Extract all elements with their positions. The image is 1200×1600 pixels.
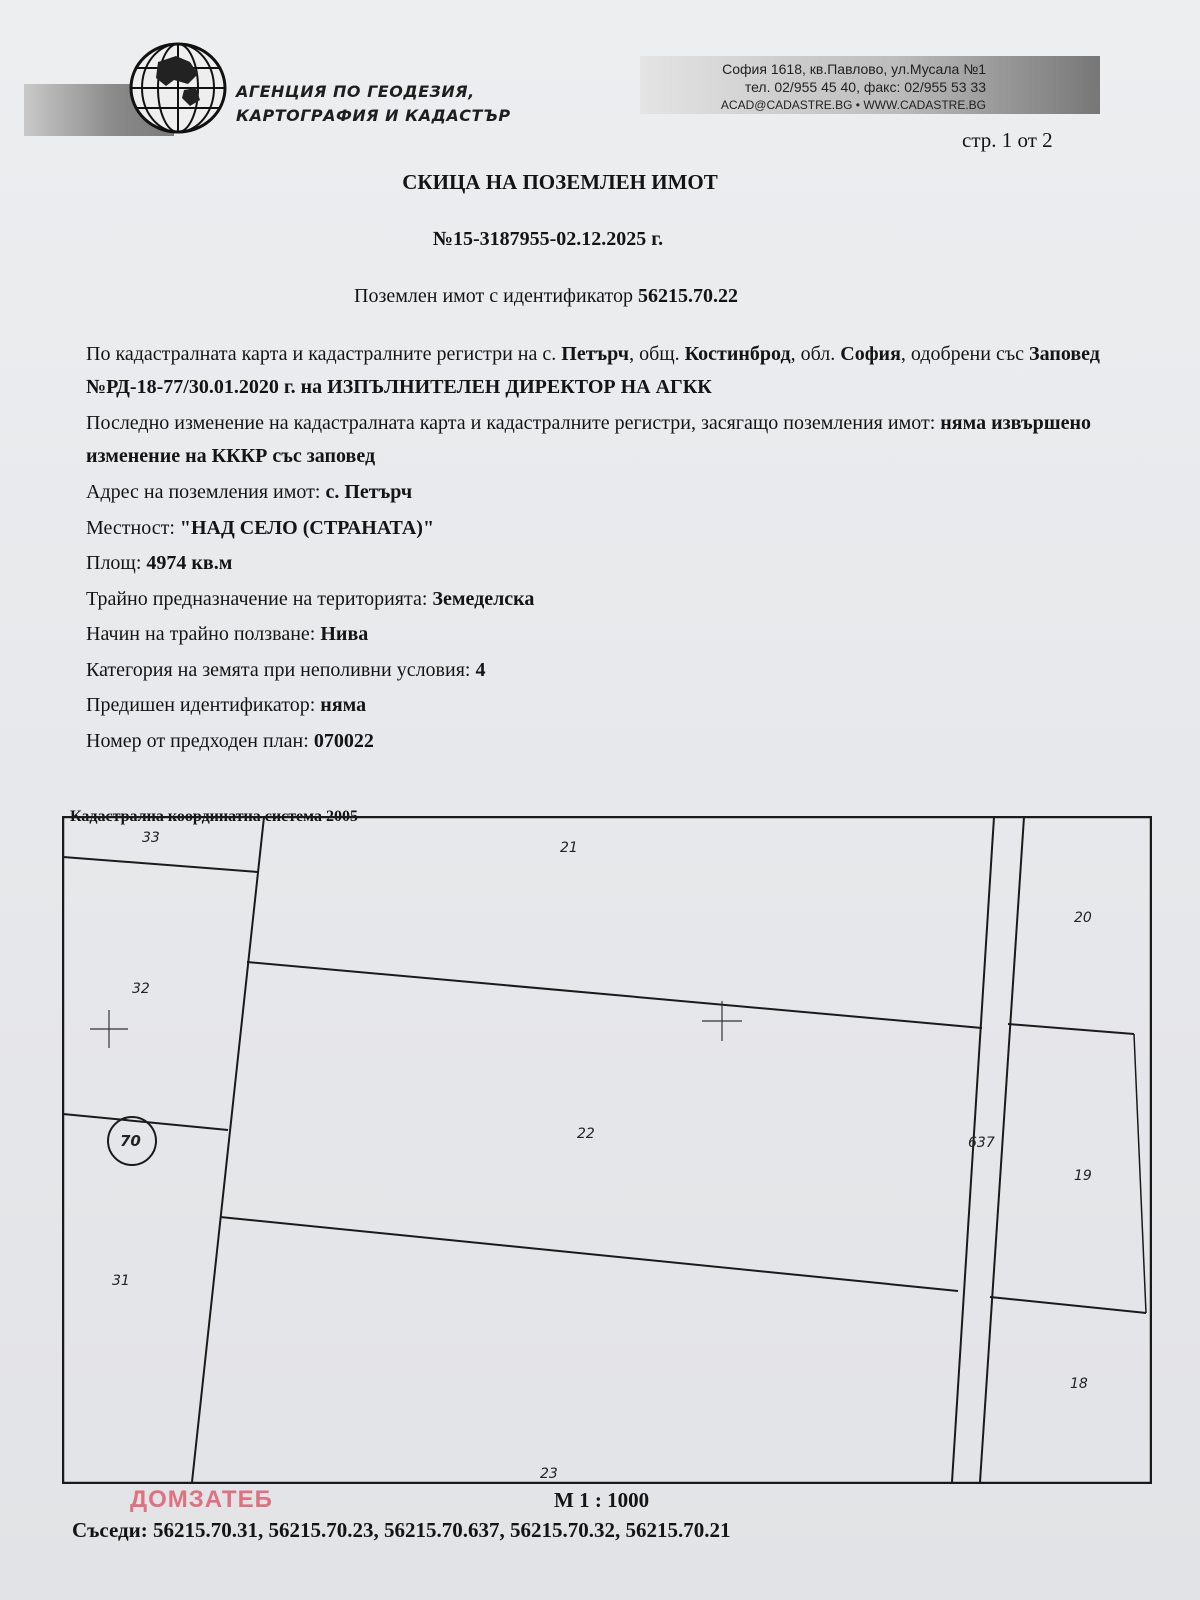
block-label-70: 70 [120, 1132, 141, 1150]
document-title-text: СКИЦА НА ПОЗЕМЛЕН ИМОТ [402, 170, 718, 194]
field-purpose [86, 582, 1106, 618]
last-change-value: няма извършено изменение на КККР със заповед [86, 412, 1092, 467]
intro-text-4: , одобрени със [900, 343, 1030, 365]
field-label: Местност: [86, 516, 180, 539]
last-change-paragraph [86, 407, 1106, 473]
field-usage [86, 617, 1106, 653]
village-name: Петърч [561, 343, 630, 365]
field-value: няма [320, 694, 367, 716]
boundary-line [247, 962, 982, 1028]
neighbors-label: Съседи: [72, 1518, 153, 1542]
document-number-text: №15-3187955-02.12.2025 г. [432, 228, 664, 250]
agency-address: София 1618, кв.Павлово, ул.Мусала №1 [722, 61, 986, 77]
watermark: ДОМЗАТЕБ [130, 1486, 273, 1513]
field-locality [86, 511, 1106, 547]
intro-text-2: , общ. [629, 343, 685, 365]
agency-phone: тел. 02/955 45 40, факс: 02/955 53 33 [744, 79, 986, 95]
intro-paragraph [86, 338, 1106, 404]
page-number: стр. 1 от 2 [962, 128, 1053, 152]
document-title [0, 170, 1200, 195]
boundary-line [220, 1217, 958, 1291]
property-fields [86, 475, 1106, 759]
parcel-label-33: 33 [142, 830, 160, 846]
parcel-label-22: 22 [577, 1126, 595, 1142]
coordinate-system-label: Кадастрална координатна система 2005 [70, 808, 358, 825]
agency-contact [656, 60, 986, 114]
boundary-line [1134, 1034, 1146, 1313]
agency-name-line2: КАРТОГРАФИЯ И КАДАСТЪР [236, 106, 511, 125]
field-value: Нива [320, 623, 369, 645]
agency-globe-logo [128, 40, 232, 136]
boundary-line [192, 817, 264, 1482]
field-previous-plan-no [86, 724, 1106, 760]
intro-text-1: По кадастралната карта и кадастралните регистри на с. [86, 343, 562, 365]
field-land-category [86, 653, 1106, 689]
region-name: София [840, 343, 901, 365]
property-identifier [354, 285, 738, 308]
field-value: 4 [475, 658, 486, 681]
document-number [0, 228, 1200, 251]
municipality-name: Костинброд [684, 343, 791, 365]
field-label: Трайно предназначение на територията: [86, 587, 433, 610]
field-previous-id [86, 688, 1106, 724]
parcel-label-31: 31 [112, 1273, 130, 1289]
field-value: "НАД СЕЛО (СТРАНАТА)" [179, 516, 435, 539]
agency-name [236, 80, 636, 128]
agency-name-line1: АГЕНЦИЯ ПО ГЕОДЕЗИЯ, [236, 82, 475, 101]
parcel-label-20: 20 [1074, 910, 1092, 926]
parcel-label-32: 32 [132, 981, 150, 997]
field-label: Адрес на поземления имот: [86, 481, 326, 503]
neighbors-value: 56215.70.31, 56215.70.23, 56215.70.637, 56215.70.32, 56215.70.21 [153, 1518, 731, 1542]
neighbors [72, 1518, 731, 1543]
field-value: с. Петърч [325, 481, 413, 503]
agency-email-web: ACAD@CADASTRE.BG • WWW.CADASTRE.BG [720, 98, 986, 112]
parcel-label-18: 18 [1070, 1376, 1088, 1392]
field-value: 070022 [313, 729, 374, 752]
document-body [86, 338, 1106, 759]
parcel-label-21: 21 [560, 840, 578, 856]
cadastral-map [62, 816, 1152, 1484]
boundary-line [990, 1297, 1146, 1313]
identifier-value: 56215.70.22 [637, 285, 738, 307]
field-label: Категория на земята при неполивни условия: [86, 658, 476, 681]
field-label: Номер от предходен план: [86, 729, 314, 752]
field-label: Предишен идентификатор: [86, 694, 321, 716]
intro-text-3: , обл. [790, 343, 841, 365]
boundary-line [63, 857, 258, 872]
field-label: Начин на трайно ползване: [86, 623, 321, 645]
parcel-label-19: 19 [1074, 1168, 1092, 1184]
boundary-line [1008, 1024, 1134, 1034]
parcel-label-23: 23 [540, 1466, 558, 1482]
parcel-label-637: 637 [968, 1135, 995, 1151]
approval-order: Заповед №РД-18-77/30.01.2020 г. на ИЗПЪЛНИТЕЛЕН ДИРЕКТОР НА АГКК [86, 343, 1100, 398]
field-address [86, 475, 1106, 511]
field-area [86, 546, 1106, 582]
field-value: 4974 кв.м [146, 552, 233, 574]
last-change-label: Последно изменение на кадастралната карта и кадастралните регистри, засягащо поземления имот: [86, 412, 941, 434]
identifier-label: Поземлен имот с идентификатор [354, 285, 638, 307]
map-scale: М 1 : 1000 [554, 1488, 650, 1512]
field-value: Земеделска [432, 587, 535, 610]
field-label: Площ: [86, 552, 147, 574]
